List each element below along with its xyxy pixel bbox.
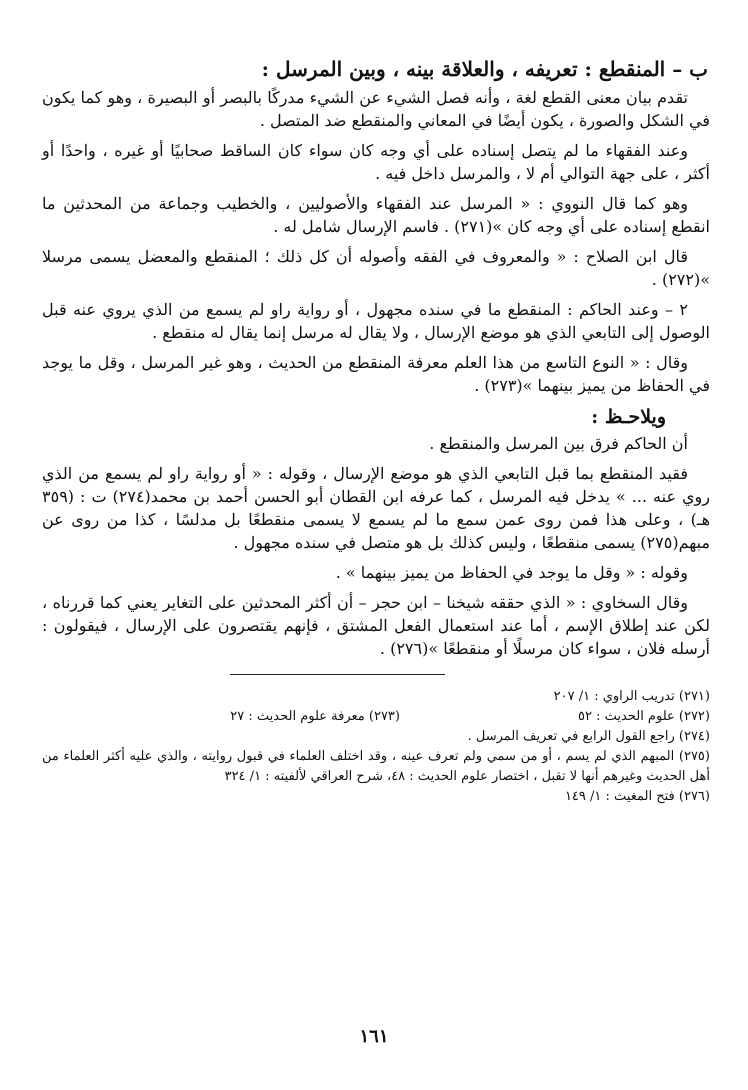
paragraph-restriction: فقيد المنقطع بما قبل التابعي الذي هو موضع الإرسال ، وقوله : « أو رواية راو لم يسمع من الذي روي عنه ... » يدخل فيه المرسل ، كما عرفه ابن القطان أبو الحسن أحمد بن محمد(٢٧٤) ت : (٣٥٩ هـ) ، وعلى هذا فمن روى عمن سمع ما لم يسمع لا يسمى منقطعًا بل مدلسًا ، كذا من روى عن مبهم(٢٧٥) يسمى منقطعًا ، وليس كذلك بل هو متصل في سنده مجهول . — [42, 464, 711, 552]
footnote-divider — [230, 674, 445, 675]
section-heading: ب – المنقطع : تعريفه ، والعلاقة بينه ، وبين المرسل : — [261, 57, 708, 81]
paragraph-quote-repeat: وقوله : « وقل ما يوجد في الحفاظ من يميز بينهما » . — [335, 563, 688, 582]
footnote-273: (٢٧٣) معرفة علوم الحديث : ٢٧ — [230, 709, 400, 724]
page-body — [42, 56, 710, 807]
footnotes — [42, 687, 710, 807]
footnote-272: (٢٧٢) علوم الحديث : ٥٢ — [578, 709, 710, 724]
footnote-271: (٢٧١) تدريب الراوي : ١/ ٢٠٧ — [553, 689, 710, 704]
footnote-276: (٢٧٦) فتح المغيث : ١/ ١٤٩ — [564, 789, 710, 804]
footnote-row — [42, 707, 710, 727]
paragraph-hakim: ٢ – وعند الحاكم : المنقطع ما في سنده مجهول ، أو رواية راو لم يسمع من الذي يروي عنه قبل الوصول إلى التابعي الذي هو موضع الإرسال ، ولا يقال له مرسل إنما يقال له منقطع . — [42, 300, 710, 342]
paragraph-sakhawi: وقال السخاوي : « الذي حققه شيخنا – ابن حجر – أن أكثر المحدثين على التغاير يعني كما قررناه ، لكن عند إطلاق الإسم ، أما عند استعمال الفعل المشتق ، فإنهم يقتصرون على الإرسال ، فيقولون : أرسله فلان ، سواء كان مرسلًا أو منقطعًا »(٢٧٦) . — [42, 593, 711, 658]
paragraph-fuqaha: وعند الفقهاء ما لم يتصل إسناده على أي وجه كان سواء كان الساقط صحابيًا أو غيره ، واحدًا أو أكثر ، على جهة التوالي أم لا ، والمرسل داخل فيه . — [42, 141, 710, 183]
paragraph-ibn-salah: قال ابن الصلاح : « والمعروف في الفقه وأصوله أن كل ذلك ؛ المنقطع والمعضل يسمى مرسلا »(٢٧٢) . — [42, 247, 710, 289]
paragraph-definition: تقدم بيان معنى القطع لغة ، وأنه فصل الشيء عن الشيء مدركًا بالبصر أو البصيرة ، وهو كما يكون في الشكل والصورة ، يكون أيضًا في المعاني والمنقطع ضد المتصل . — [42, 88, 710, 130]
paragraph-hakim-difference: أن الحاكم فرق بين المرسل والمنقطع . — [429, 434, 688, 453]
paragraph-hakim-quote: وقال : « النوع التاسع من هذا العلم معرفة المنقطع من الحديث ، وهو غير المرسل ، وقل ما يوجد في الحفاظ من يميز بينهما »(٢٧٣) . — [42, 353, 710, 395]
page-number: ١٦١ — [359, 1026, 389, 1047]
sub-heading-notice: ويلاحـظ : — [591, 406, 666, 428]
footnote-275: (٢٧٥) المبهم الذي لم يسم ، أو من سمي ولم تعرف عينه ، وقد اختلف العلماء في قبول روايته ، والذي عليه أكثر العلماء من أهل الحديث وغيرهم أنها لا تقبل ، اختصار علوم الحديث : ٤٨، شرح العراقي لألفيته : ١/ ٣٢٤ — [42, 749, 710, 784]
footnote-274: (٢٧٤) راجع القول الرابع في تعريف المرسل . — [467, 729, 710, 744]
paragraph-nawawi: وهو كما قال النووي : « المرسل عند الفقهاء والأصوليين ، والخطيب وجماعة من المحدثين ما انقطع إسناده على أي وجه كان »(٢٧١) . فاسم الإرسال شامل له . — [42, 194, 710, 236]
